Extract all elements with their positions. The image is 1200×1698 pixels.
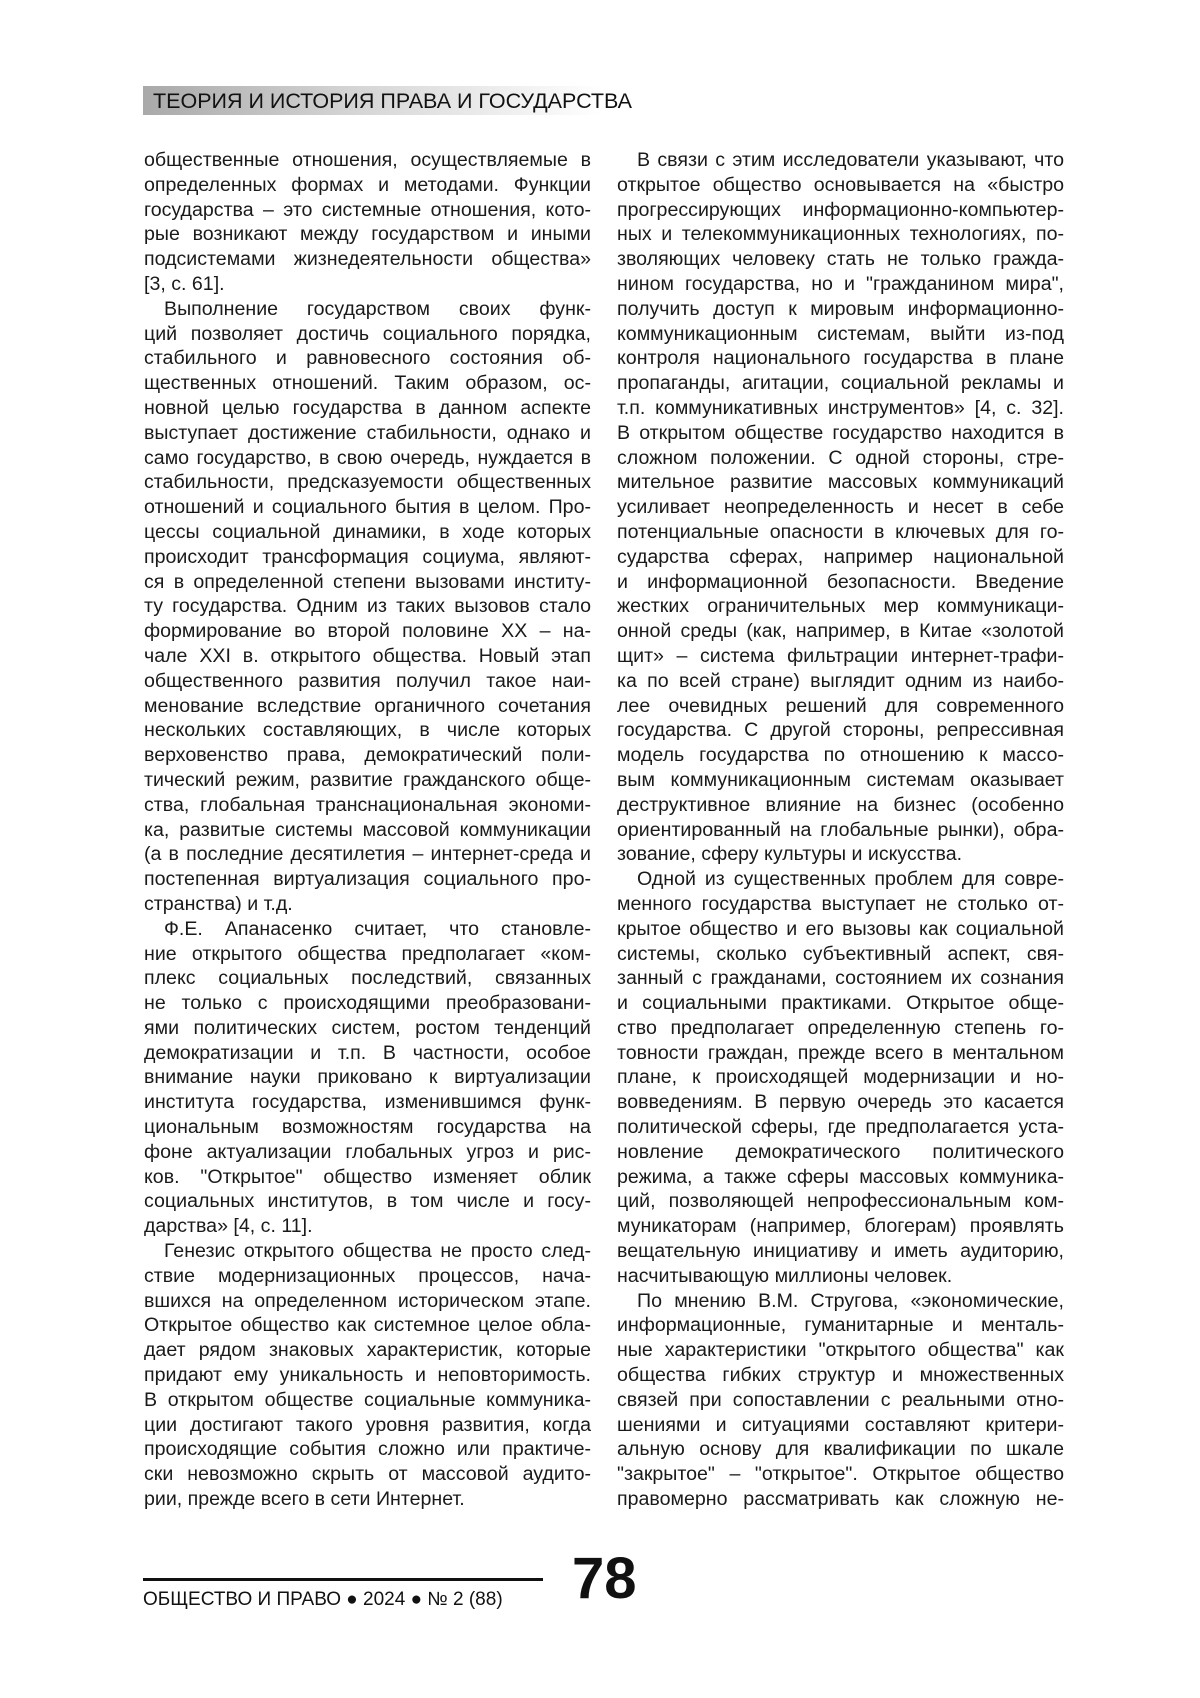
text-line: плане, к происходящей модернизации и но- xyxy=(617,1065,1064,1090)
text-line: жестких ограничительных мер коммуникаци- xyxy=(617,594,1064,619)
text-line: ту государства. Одним из таких вызовов стало xyxy=(144,594,591,619)
text-line: Выполнение государством своих функ- xyxy=(144,297,591,322)
text-line: "закрытое" – "открытое". Открытое общество xyxy=(617,1462,1064,1487)
text-line: социальных институтов, в том числе и госу- xyxy=(144,1189,591,1214)
text-line: новной целью государства в данном аспекте xyxy=(144,396,591,421)
text-line: менование вследствие органичного сочетания xyxy=(144,694,591,719)
left-column xyxy=(144,148,591,1512)
text-line: ка по всей стране) выглядит одним из наибо- xyxy=(617,669,1064,694)
text-line: системы, сколько субъективный аспект, свя- xyxy=(617,942,1064,967)
text-line: выступает достижение стабильности, однако и xyxy=(144,421,591,446)
text-line: щит» – система фильтрации интернет-трафи- xyxy=(617,644,1064,669)
right-column xyxy=(617,148,1064,1512)
text-line: рии, прежде всего в сети Интернет. xyxy=(144,1487,591,1512)
text-line: деструктивное влияние на бизнес (особенно xyxy=(617,793,1064,818)
text-line: прогрессирующих информационно-компьютер- xyxy=(617,198,1064,223)
text-line: формирование во второй половине XX – на- xyxy=(144,619,591,644)
text-line: плекс социальных последствий, связанных xyxy=(144,966,591,991)
text-line: нином государства, но и "гражданином мира", xyxy=(617,272,1064,297)
text-line: института государства, изменившимся функ- xyxy=(144,1090,591,1115)
text-line: режима, а также сферы массовых коммуника- xyxy=(617,1165,1064,1190)
text-line: и социальными практиками. Открытое обще- xyxy=(617,991,1064,1016)
text-line: вым коммуникационным системам оказывает xyxy=(617,768,1064,793)
text-line: пропаганды, агитации, социальной рекламы и xyxy=(617,371,1064,396)
section-title: ТЕОРИЯ И ИСТОРИЯ ПРАВА И ГОСУДАРСТВА xyxy=(153,89,632,114)
text-line: потенциальные опасности в ключевых для го- xyxy=(617,520,1064,545)
text-line: Одной из существенных проблем для совре- xyxy=(617,867,1064,892)
text-line: модель государства по отношению к массо- xyxy=(617,743,1064,768)
text-line: правомерно рассматривать как сложную не- xyxy=(617,1487,1064,1512)
text-line: т.п. коммуникативных инструментов» [4, с. 32]. xyxy=(617,396,1064,421)
section-header-bar xyxy=(143,86,603,115)
text-line: верховенство права, демократический поли- xyxy=(144,743,591,768)
text-line: ные характеристики "открытого общества" как xyxy=(617,1338,1064,1363)
text-line: само государство, в свою очередь, нуждается в xyxy=(144,446,591,471)
text-line: придают ему уникальность и неповторимость. xyxy=(144,1363,591,1388)
text-line: не только с происходящими преобразовани- xyxy=(144,991,591,1016)
text-line: контроля национального государства в плане xyxy=(617,346,1064,371)
text-line: ние открытого общества предполагает «ком- xyxy=(144,942,591,967)
text-line: онной среды (как, например, в Китае «золотой xyxy=(617,619,1064,644)
text-line: менного государства выступает не столько от- xyxy=(617,892,1064,917)
text-line: демократизации и т.п. В частности, особое xyxy=(144,1041,591,1066)
text-line: ски невозможно скрыть от массовой аудито- xyxy=(144,1462,591,1487)
text-line: подсистемами жизнедеятельности общества» xyxy=(144,247,591,272)
text-line: дарства» [4, с. 11]. xyxy=(144,1214,591,1239)
paragraph xyxy=(617,1289,1064,1512)
text-line: ориентированный на глобальные рынки), обра- xyxy=(617,818,1064,843)
text-line: зование, сферу культуры и искусства. xyxy=(617,842,1064,867)
text-line: получить доступ к мировым информационно- xyxy=(617,297,1064,322)
text-line: и информационной безопасности. Введение xyxy=(617,570,1064,595)
text-line: нескольких составляющих, в числе которых xyxy=(144,718,591,743)
text-line: государства – это системные отношения, кото- xyxy=(144,198,591,223)
text-line: вовведениям. В первую очередь это касается xyxy=(617,1090,1064,1115)
text-line: зволяющих человеку стать не только гражда- xyxy=(617,247,1064,272)
text-line: фоне актуализации глобальных угроз и рис- xyxy=(144,1140,591,1165)
text-line: политической сферы, где предполагается уста- xyxy=(617,1115,1064,1140)
text-line: усиливает неопределенность и несет в себе xyxy=(617,495,1064,520)
text-line: ка, развитые системы массовой коммуникации xyxy=(144,818,591,843)
text-line: вшихся на определенном историческом этапе. xyxy=(144,1289,591,1314)
text-line: ций позволяет достичь социального порядка, xyxy=(144,322,591,347)
text-line: По мнению В.М. Стругова, «экономические, xyxy=(617,1289,1064,1314)
text-line: В открытом обществе государство находится в xyxy=(617,421,1064,446)
text-line: шениями и ситуациями составляют критери- xyxy=(617,1413,1064,1438)
text-line: открытое общество основывается на «быстро xyxy=(617,173,1064,198)
footer-rule xyxy=(143,1578,543,1581)
text-line: В открытом обществе социальные коммуника- xyxy=(144,1388,591,1413)
text-line: альную основу для квалификации по шкале xyxy=(617,1437,1064,1462)
text-line: ков. "Открытое" общество изменяет облик xyxy=(144,1165,591,1190)
text-line: ями политических систем, ростом тенденций xyxy=(144,1016,591,1041)
text-line: ство предполагает определенную степень го- xyxy=(617,1016,1064,1041)
text-line: происходящие события сложно или практиче- xyxy=(144,1437,591,1462)
text-line: (а в последние десятилетия – интернет-среда и xyxy=(144,842,591,867)
paragraph xyxy=(617,867,1064,1289)
text-line: общественные отношения, осуществляемые в xyxy=(144,148,591,173)
text-line: ций, позволяющей непрофессиональным ком- xyxy=(617,1189,1064,1214)
text-line: Открытое общество как системное целое обла- xyxy=(144,1313,591,1338)
text-line: сложном положении. С одной стороны, стре- xyxy=(617,446,1064,471)
page-number: 78 xyxy=(572,1545,637,1612)
text-line: товности граждан, прежде всего в ментальном xyxy=(617,1041,1064,1066)
text-line: коммуникационным системам, выйти из-под xyxy=(617,322,1064,347)
text-line: муникаторам (например, блогерам) проявлять xyxy=(617,1214,1064,1239)
text-line: [3, с. 61]. xyxy=(144,272,591,297)
text-line: ствие модернизационных процессов, нача- xyxy=(144,1264,591,1289)
text-line: насчитывающую миллионы человек. xyxy=(617,1264,1064,1289)
text-line: новление демократического политического xyxy=(617,1140,1064,1165)
text-line: вещательную инициативу и иметь аудиторию, xyxy=(617,1239,1064,1264)
paragraph xyxy=(144,148,591,297)
text-line: дает рядом знаковых характеристик, которые xyxy=(144,1338,591,1363)
text-line: внимание науки приковано к виртуализации xyxy=(144,1065,591,1090)
paragraph xyxy=(144,1239,591,1512)
paragraph xyxy=(144,917,591,1239)
text-line: ных и телекоммуникационных технологиях, по- xyxy=(617,222,1064,247)
text-line: Генезис открытого общества не просто след- xyxy=(144,1239,591,1264)
text-line: крытое общество и его вызовы как социальной xyxy=(617,917,1064,942)
text-line: лее очевидных решений для современного xyxy=(617,694,1064,719)
text-line: мительное развитие массовых коммуникаций xyxy=(617,470,1064,495)
text-line: циональным возможностям государства на xyxy=(144,1115,591,1140)
text-line: связей при сопоставлении с реальными отно- xyxy=(617,1388,1064,1413)
text-line: определенных формах и методами. Функции xyxy=(144,173,591,198)
journal-footer: ОБЩЕСТВО И ПРАВО ● 2024 ● № 2 (88) xyxy=(143,1589,503,1611)
text-line: стабильного и равновесного состояния об- xyxy=(144,346,591,371)
text-line: отношений и социального бытия в целом. Про- xyxy=(144,495,591,520)
paragraph xyxy=(144,297,591,917)
text-line: сударства сферах, например национальной xyxy=(617,545,1064,570)
text-line: чале XXI в. открытого общества. Новый этап xyxy=(144,644,591,669)
text-line: В связи с этим исследователи указывают, что xyxy=(617,148,1064,173)
text-line: цессы социальной динамики, в ходе которых xyxy=(144,520,591,545)
text-line: ся в определенной степени вызовами институ- xyxy=(144,570,591,595)
text-line: общественного развития получил такое наи- xyxy=(144,669,591,694)
paragraph xyxy=(617,148,1064,867)
text-line: постепенная виртуализация социального про- xyxy=(144,867,591,892)
text-line: ции достигают такого уровня развития, когда xyxy=(144,1413,591,1438)
text-line: происходит трансформация социума, являют- xyxy=(144,545,591,570)
text-line: щественных отношений. Таким образом, ос- xyxy=(144,371,591,396)
text-line: рые возникают между государством и иными xyxy=(144,222,591,247)
text-line: Ф.Е. Апанасенко считает, что становле- xyxy=(144,917,591,942)
text-line: информационные, гуманитарные и менталь- xyxy=(617,1313,1064,1338)
text-line: странства) и т.д. xyxy=(144,892,591,917)
text-line: ства, глобальная транснациональная экономи- xyxy=(144,793,591,818)
text-line: государства. С другой стороны, репрессивная xyxy=(617,718,1064,743)
text-line: стабильности, предсказуемости общественных xyxy=(144,470,591,495)
text-line: общества гибких структур и множественных xyxy=(617,1363,1064,1388)
text-line: занный с гражданами, состоянием их сознания xyxy=(617,966,1064,991)
text-line: тический режим, развитие гражданского обще- xyxy=(144,768,591,793)
